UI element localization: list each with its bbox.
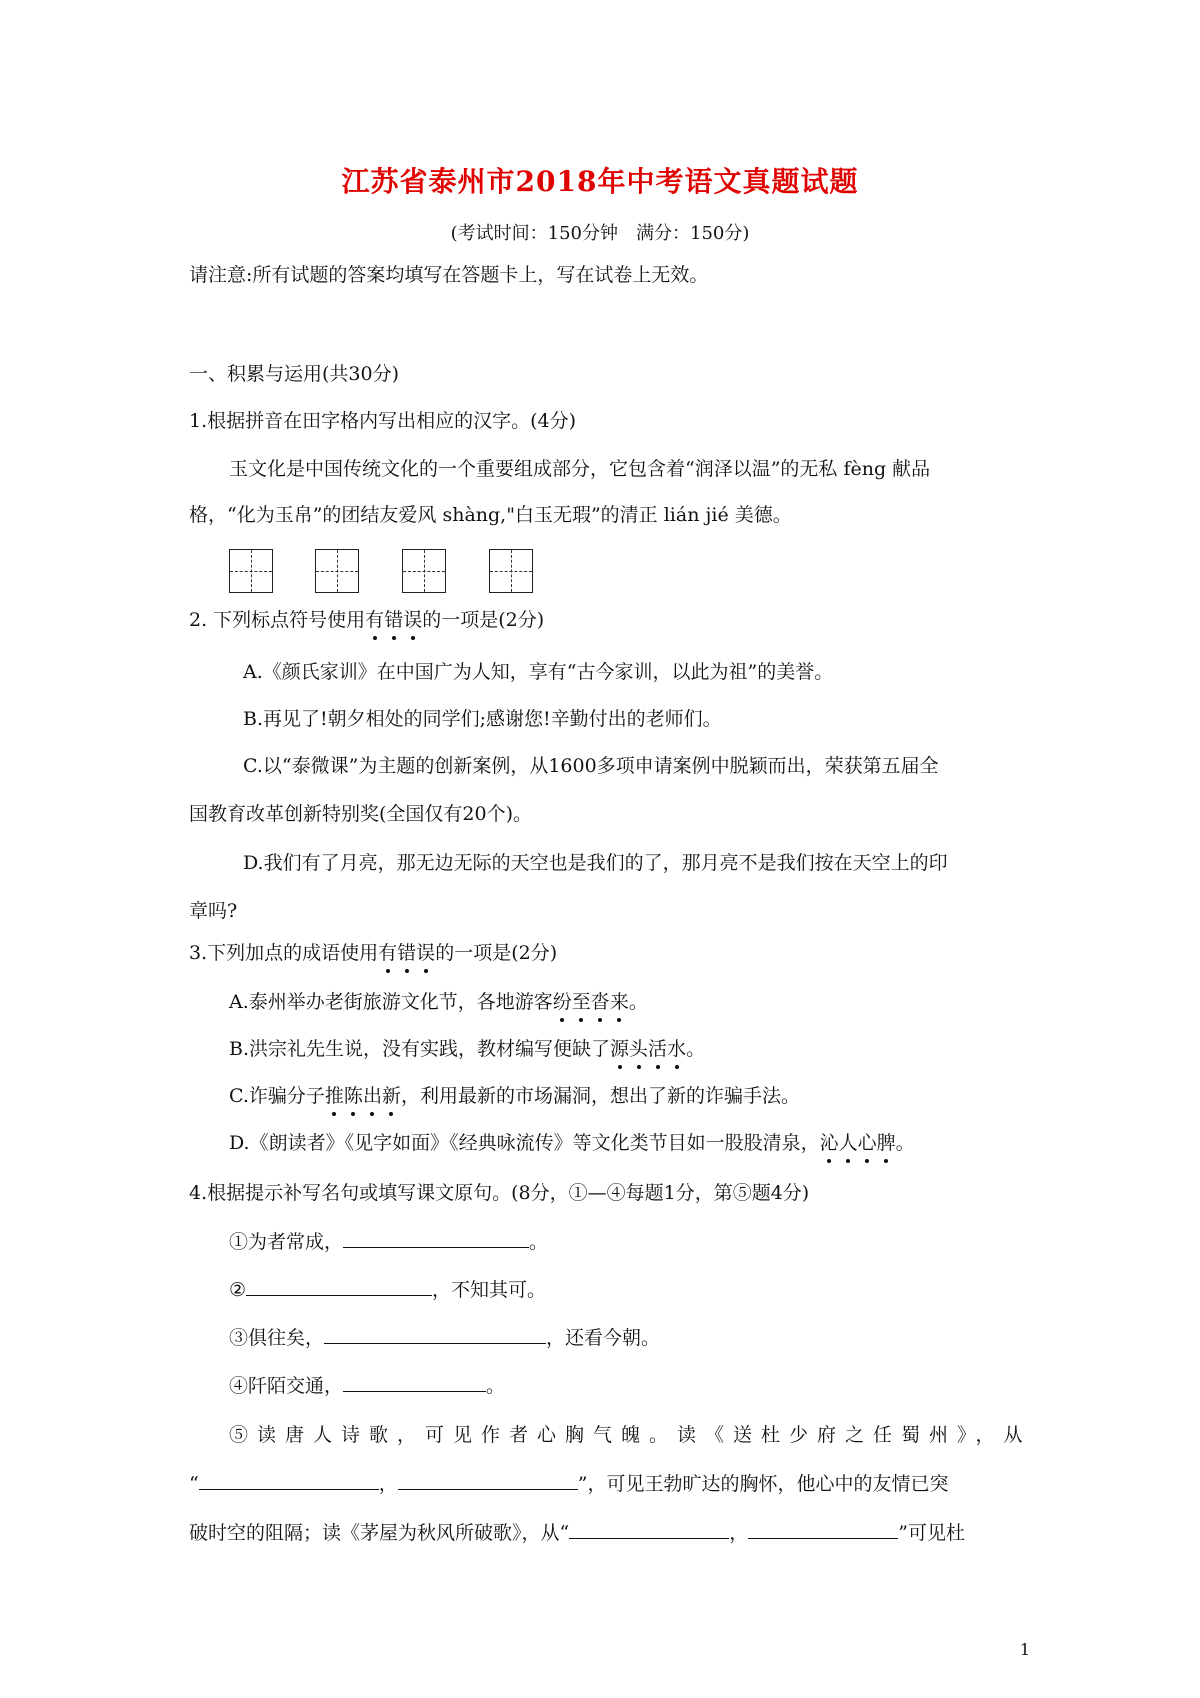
dotted-idiom-d: 沁人心脾 [819,1132,896,1154]
tianzige-box-1[interactable] [229,549,273,593]
q2-option-a: A.《颜氏家训》在中国广为人知，享有“古今家训，以此为祖”的美誉。 [243,661,834,683]
page-title: 江苏省泰州市2018年中考语文真题试题 [341,165,859,198]
q2-option-d-line1: D.我们有了月亮，那无边无际的天空也是我们的了，那月亮不是我们按在天空上的印 [243,852,948,874]
answer-blank[interactable] [569,1520,729,1539]
exam-info: (考试时间：150分钟 满分：150分) [450,223,750,244]
answer-blank[interactable] [343,1373,486,1392]
q4-item-5-line3: 破时空的阻隔；读《茅屋为秋风所破歌》，从“ ， ”可见杜 [189,1522,965,1544]
q4-item-1: ①为者常成， 。 [229,1231,549,1253]
q3-option-d: D.《朗读者》《见字如面》《经典咏流传》等文化类节目如一股股清泉，沁人心脾。 [229,1132,915,1154]
q3-stem: 3.下列加点的成语使用有错误的一项是(2分) [189,942,558,964]
q2-stem: 2. 下列标点符号使用有错误的一项是(2分) [189,609,545,631]
dotted-idiom-c: 推陈出新 [324,1085,401,1107]
answer-blank[interactable] [199,1471,379,1490]
answer-blank[interactable] [324,1325,546,1344]
q3-option-b: B.洪宗礼先生说，没有实践，教材编写便缺了源头活水。 [229,1038,706,1060]
q4-item-5-line2: “ ， ”，可见王勃旷达的胸怀，他心中的友情已突 [189,1473,949,1495]
emphasis-text: 有错误 [365,609,423,631]
emphasis-text: 有错误 [378,942,436,964]
q1-passage-line2: 格，“化为玉帛”的团结友爱风 shàng,"白玉无瑕”的清正 lián jié 美德。 [189,504,792,526]
q2-option-c-line1: C.以“泰微课”为主题的创新案例，从1600多项申请案例中脱颖而出，荣获第五届全 [243,755,939,777]
answer-blank[interactable] [398,1471,578,1490]
page-number: 1 [1019,1640,1030,1659]
q4-item-5-line1: ⑤读唐人诗歌，可见作者心胸气魄。读《送杜少府之任蜀州》，从 [229,1424,1032,1446]
q2-option-c-line2: 国教育改革创新特别奖(全国仅有20个)。 [189,803,533,825]
answer-blank[interactable] [246,1277,432,1296]
dotted-idiom-a: 纷至沓来 [552,991,629,1013]
q4-stem: 4.根据提示补写名句或填写课文原句。(8分，①—④每题1分，第⑤题4分) [189,1182,810,1204]
q4-item-4: ④阡陌交通， 。 [229,1375,506,1397]
q4-item-3: ③俱往矣， ，还看今朝。 [229,1327,661,1349]
answer-blank[interactable] [343,1229,529,1248]
q4-item-2: ② ，不知其可。 [229,1279,547,1301]
dotted-idiom-b: 源头活水 [610,1038,687,1060]
q2-option-b: B.再见了!朝夕相处的同学们;感谢您!辛勤付出的老师们。 [243,708,722,730]
tianzige-box-4[interactable] [489,549,533,593]
q3-option-a: A.泰州举办老街旅游文化节，各地游客纷至沓来。 [229,991,648,1013]
notice: 请注意:所有试题的答案均填写在答题卡上，写在试卷上无效。 [189,264,709,286]
q2-option-d-line2: 章吗? [189,900,238,922]
section-heading: 一、积累与运用(共30分) [189,363,400,385]
tianzige-box-2[interactable] [315,549,359,593]
q1-passage-line1: 玉文化是中国传统文化的一个重要组成部分，它包含着“润泽以温”的无私 fèng 献品 [229,458,931,480]
q1-stem: 1.根据拼音在田字格内写出相应的汉字。(4分) [189,410,577,432]
q3-option-c: C.诈骗分子推陈出新，利用最新的市场漏洞，想出了新的诈骗手法。 [229,1085,800,1107]
tianzige-box-3[interactable] [402,549,446,593]
answer-blank[interactable] [748,1520,898,1539]
